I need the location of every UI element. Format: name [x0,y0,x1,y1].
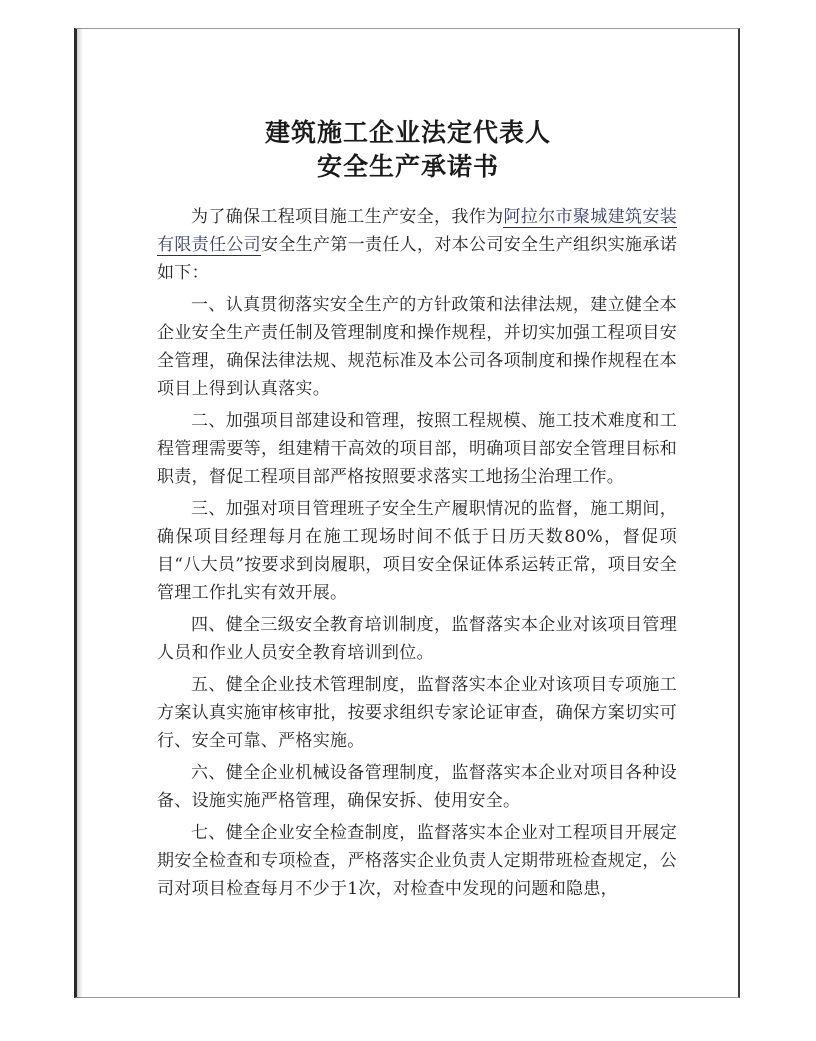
clause-5: 五、健全企业技术管理制度，监督落实本企业对该项目专项施工方案认真实施审核审批，按要求组织专家论证审查，确保方案切实可行、安全可靠、严格实施。 [157,675,677,751]
clause-1: 一、认真贯彻落实安全生产的方针政策和法律法规，建立健全本企业安全生产责任制及管理制度和操作规程，并切实加强工程项目安全管理，确保法律法规、规范标准及本公司各项制度和操作规程在本项目上得到认真落实。 [157,295,677,399]
clause-4: 四、健全三级安全教育培训制度，监督落实本企业对该项目管理人员和作业人员安全教育培训到位。 [157,615,677,663]
clause-7: 七、健全企业安全检查制度，监督落实本企业对工程项目开展定期安全检查和专项检查，严格落实企业负责人定期带班检查规定，公司对项目检查每月不少于1次，对检查中发现的问题和隐患， [157,823,677,899]
intro-text-after: 安全生产第一责任人，对本公司安全生产组织实施承诺如下： [157,235,677,283]
intro-text-before: 为了确保工程项目施工生产安全，我作为 [191,207,504,227]
clause-6: 六、健全企业机械设备管理制度，监督落实本企业对项目各种设备、设施实施严格管理，确保安拆、使用安全。 [157,763,677,811]
document-title-line2: 安全生产承诺书 [316,152,499,181]
clause-2: 二、加强项目部建设和管理，按照工程规模、施工技术难度和工程管理需要等，组建精干高效的项目部，明确项目部安全管理目标和职责，督促工程项目部严格按照要求落实工地扬尘治理工作。 [157,411,677,487]
clause-3: 三、加强对项目管理班子安全生产履职情况的监督，施工期间，确保项目经理每月在施工现场时间不低于日历天数80%，督促项目“八大员”按要求到岗履职，项目安全保证体系运转正常，项目安全管理工作扎实有效开展。 [157,499,677,603]
company-name-fill: 阿拉尔市聚城建筑安装有限责任公司 [157,207,677,255]
document-title-line1: 建筑施工企业法定代表人 [264,118,551,147]
intro-paragraph [157,203,677,287]
document-body [157,203,677,907]
